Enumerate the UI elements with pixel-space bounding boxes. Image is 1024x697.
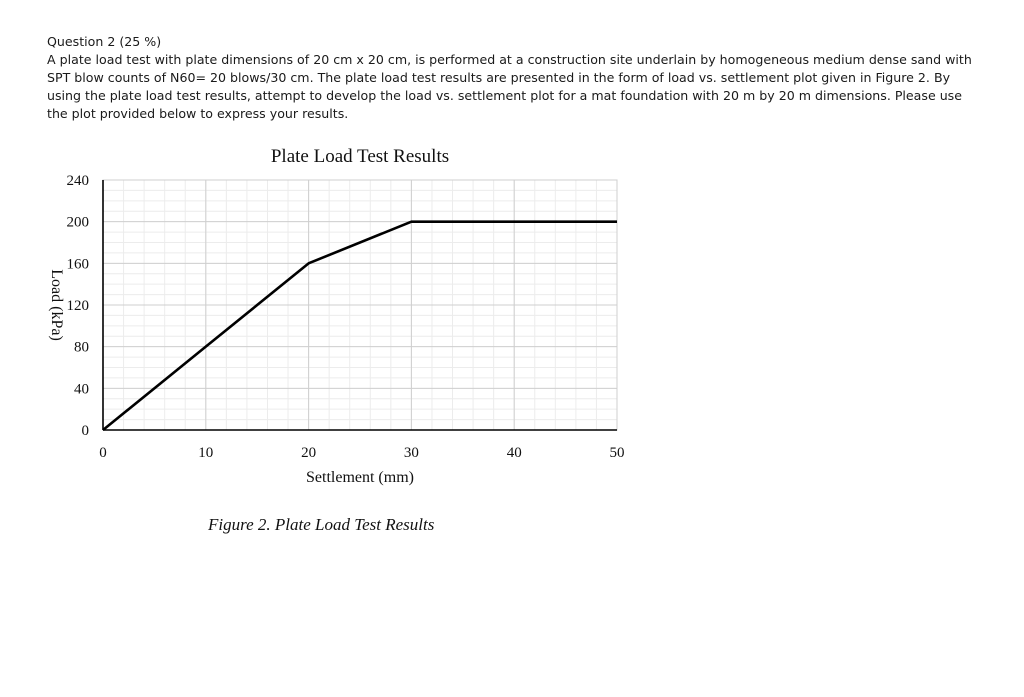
y-tick-label: 80	[74, 339, 89, 356]
y-tick-label: 160	[66, 256, 89, 273]
x-tick-label: 40	[506, 445, 522, 461]
question-body: A plate load test with plate dimensions of 20 cm x 20 cm, is performed at a construction site underlain by homogeneous medium dense sand with SPT blow counts of N60= 20 blows/30 cm. The plate load test results are presented in the form of load vs. settlement plot given in Figure 2. By using the plate load test results, attempt to develop the load vs. settlement plot for a mat foundation with 20 m by 20 m dimensions. Please use the plot provided below to express your results.	[47, 52, 972, 121]
y-tick-label: 40	[74, 381, 89, 398]
x-tick-label: 10	[198, 445, 214, 461]
y-tick-label: 200	[66, 214, 89, 231]
chart-ticks	[67, 173, 625, 461]
figure-caption: Figure 2. Plate Load Test Results	[208, 515, 435, 534]
chart-title: Plate Load Test Results	[270, 146, 450, 167]
question-heading: Question 2 (25 %)	[47, 34, 162, 49]
x-tick-label: 50	[609, 445, 625, 461]
x-tick-label: 20	[301, 445, 317, 461]
chart-grid	[103, 180, 617, 430]
x-axis-label: Settlement (mm)	[306, 469, 414, 486]
y-axis-label: Load (kPa)	[48, 269, 65, 341]
x-tick-label: 0	[99, 445, 107, 461]
y-tick-label: 120	[66, 298, 89, 314]
y-tick-label: 0	[81, 423, 89, 439]
x-tick-label: 30	[403, 445, 419, 461]
y-tick-label: 240	[66, 173, 89, 189]
